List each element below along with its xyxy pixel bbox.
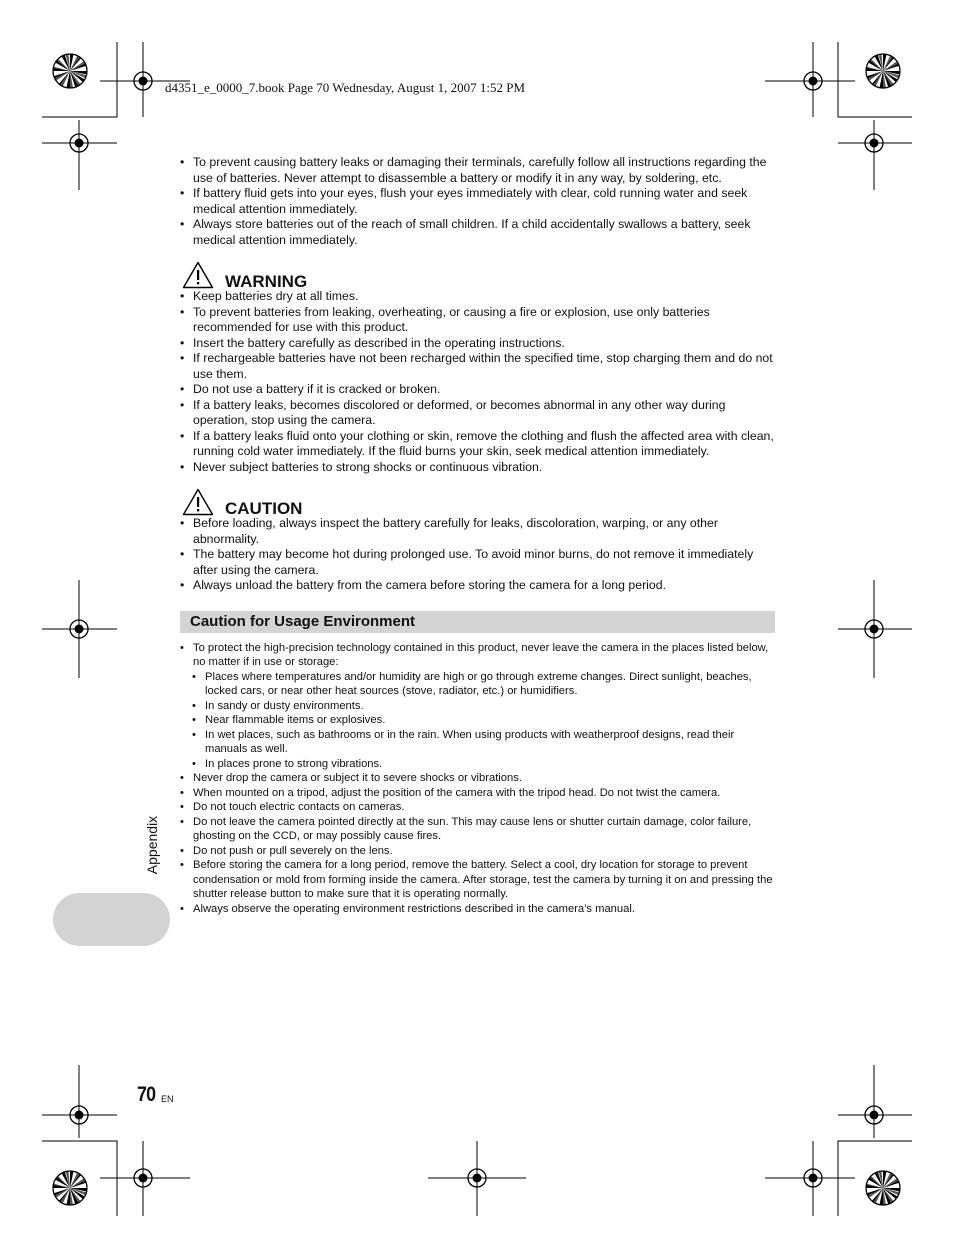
- warning-heading: [182, 259, 775, 289]
- sidebar-section-label: Appendix: [144, 815, 161, 875]
- list-item: • Always store batteries out of the reach of small children. If a child accidentally swallows a battery, seek medical attention immediately.: [180, 217, 775, 248]
- caution-title: CAUTION: [225, 499, 303, 518]
- page-content: [180, 155, 775, 916]
- list-item: • The battery may become hot during prolonged use. To avoid minor burns, do not remove it immediately after using the camera.: [180, 547, 775, 578]
- list-item: • If rechargeable batteries have not been recharged within the specified time, stop charging them and do not use them.: [180, 351, 775, 382]
- list-item: • If a battery leaks fluid onto your clothing or skin, remove the clothing and flush the affected area with clean, running cold water immediately. If the fluid burns your skin, seek medical attention immediately.: [180, 429, 775, 460]
- list-item: • Never subject batteries to strong shocks or continuous vibration.: [180, 460, 775, 476]
- list-item: • To prevent batteries from leaking, overheating, or causing a fire or explosion, use only batteries recommended for use with this product.: [180, 305, 775, 336]
- sub-list-item: • In wet places, such as bathrooms or in the rain. When using products with weatherproof designs, read their manuals as well.: [180, 728, 775, 757]
- sub-list-item: • In sandy or dusty environments.: [180, 699, 775, 714]
- caution-list: [180, 516, 775, 594]
- section-title: Caution for Usage Environment: [180, 611, 775, 633]
- list-item: • Never drop the camera or subject it to severe shocks or vibrations.: [180, 771, 775, 786]
- list-item: • When mounted on a tripod, adjust the position of the camera with the tripod head. Do not twist the camera.: [180, 786, 775, 801]
- warning-title: WARNING: [225, 272, 308, 291]
- sub-list-item: • Near flammable items or explosives.: [180, 713, 775, 728]
- sub-list-item: • In places prone to strong vibrations.: [180, 757, 775, 772]
- section-tab: [53, 893, 170, 946]
- list-item: • Always unload the battery from the camera before storing the camera for a long period.: [180, 578, 775, 594]
- list-item: • Do not touch electric contacts on cameras.: [180, 800, 775, 815]
- warning-triangle-icon: [182, 261, 214, 289]
- print-header: d4351_e_0000_7.book Page 70 Wednesday, August 1, 2007 1:52 PM: [165, 80, 526, 95]
- list-item: • If a battery leaks, becomes discolored or deformed, or becomes abnormal in any other way during operation, stop using the camera.: [180, 398, 775, 429]
- caution-triangle-icon: [182, 488, 214, 516]
- list-item: • Keep batteries dry at all times.: [180, 289, 775, 305]
- environment-list: [180, 641, 775, 917]
- list-item: • Do not leave the camera pointed directly at the sun. This may cause lens or shutter curtain damage, color failure, ghosting on the CCD, or may possibly cause fires.: [180, 815, 775, 844]
- list-item: • To prevent causing battery leaks or damaging their terminals, carefully follow all instructions regarding the use of batteries. Never attempt to disassemble a battery or modify it in any way, by soldering, etc.: [180, 155, 775, 186]
- list-item: • Always observe the operating environment restrictions described in the camera’s manual.: [180, 902, 775, 917]
- list-item: • Insert the battery carefully as described in the operating instructions.: [180, 336, 775, 352]
- caution-heading: [182, 486, 775, 516]
- sub-list-item: • Places where temperatures and/or humidity are high or go through extreme changes. Direct sunlight, beaches, locked cars, or near other heat sources (stove, radiator, etc.) or humidifiers.: [180, 670, 775, 699]
- list-item: • Do not use a battery if it is cracked or broken.: [180, 382, 775, 398]
- list-item: • Do not push or pull severely on the lens.: [180, 844, 775, 859]
- list-item: • Before storing the camera for a long period, remove the battery. Select a cool, dry location for storage to prevent condensation or mold from forming inside the camera. After storage, test the camera by turning it on and pressing the shutter release button to make sure that it is operating normally.: [180, 858, 775, 902]
- page-number: 70: [137, 1083, 156, 1106]
- list-item: • Before loading, always inspect the battery carefully for leaks, discoloration, warping, or any other abnormality.: [180, 516, 775, 547]
- page-language: EN: [161, 1094, 174, 1104]
- warning-list: [180, 289, 775, 475]
- list-item: • To protect the high-precision technology contained in this product, never leave the camera in the places listed below, no matter if in use or storage:: [180, 641, 775, 670]
- intro-list: [180, 155, 775, 248]
- list-item: • If battery fluid gets into your eyes, flush your eyes immediately with clear, cold running water and seek medical attention immediately.: [180, 186, 775, 217]
